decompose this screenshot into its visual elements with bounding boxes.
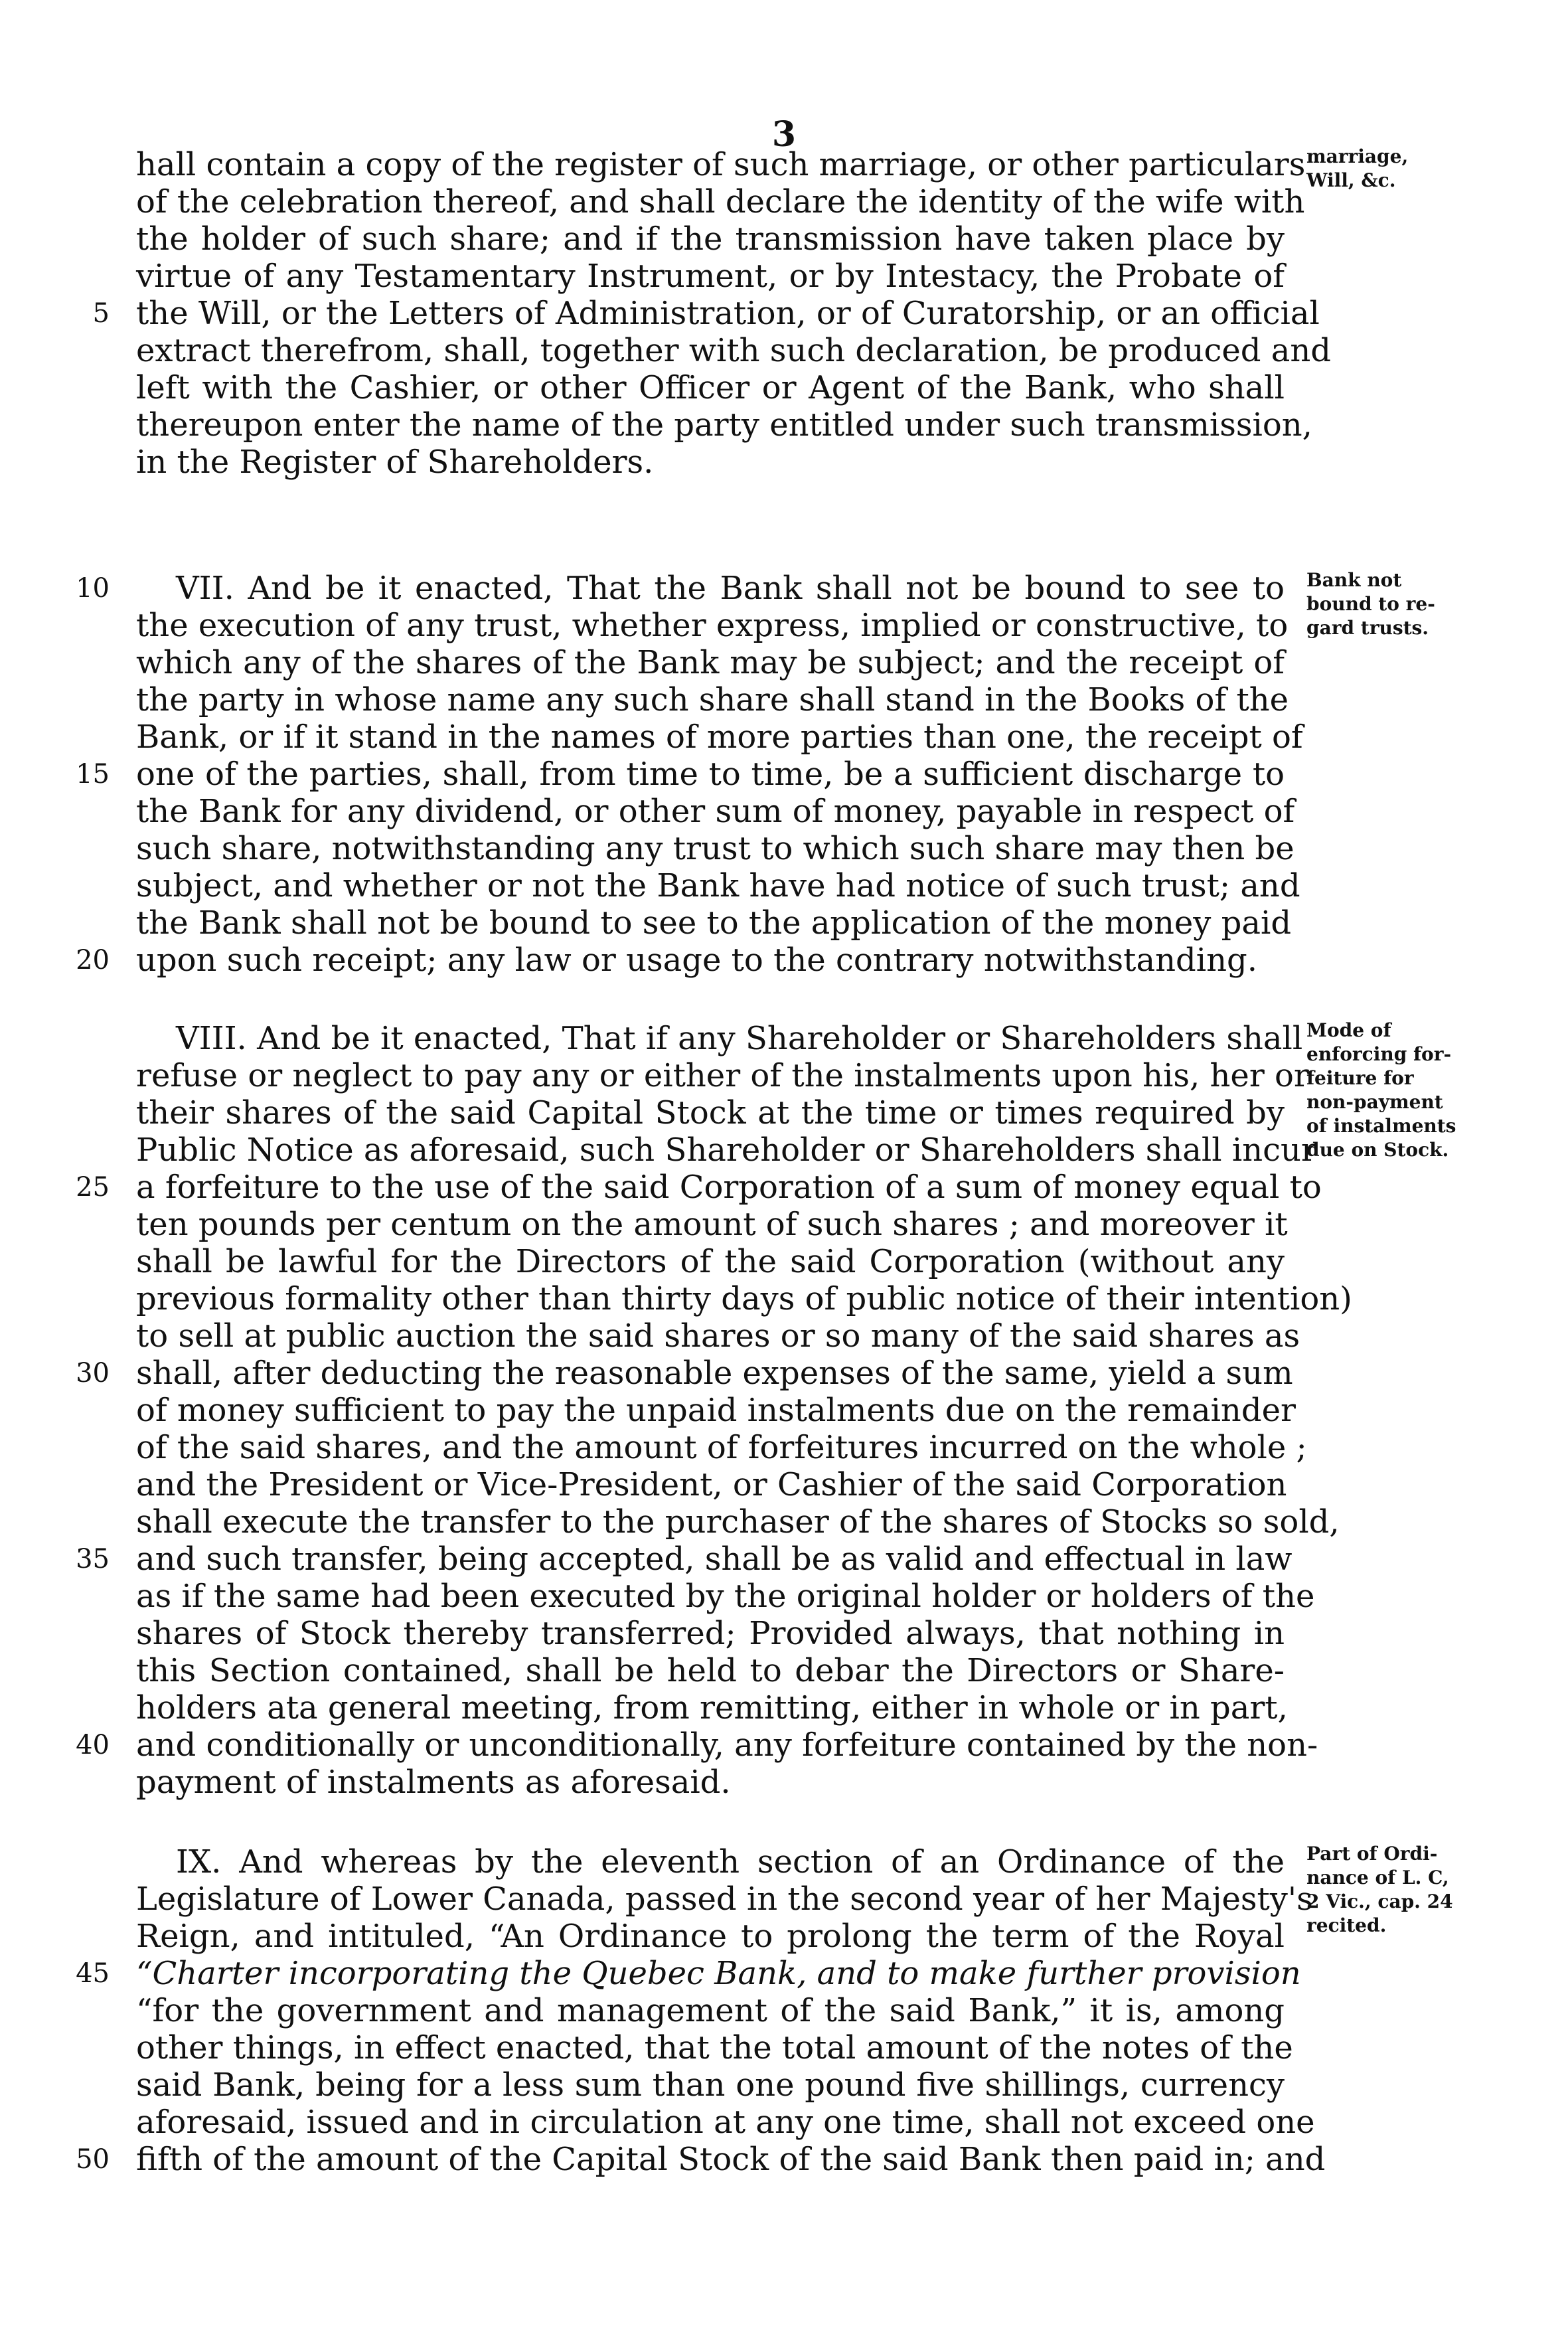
margin-note-line: marriage,	[1306, 145, 1409, 167]
body-line: of money sufficient to pay the unpaid instalments due on the remainder	[136, 1392, 1296, 1429]
body-line: one of the parties, shall, from time to time, be a sufficient discharge to	[136, 756, 1285, 793]
line-number: 35	[76, 1544, 110, 1574]
body-line: as if the same had been executed by the original holder or holders of the	[136, 1578, 1315, 1615]
body-line: which any of the shares of the Bank may be subject; and the receipt of	[136, 644, 1285, 681]
body-line: Public Notice as aforesaid, such Shareholder or Shareholders shall incur	[136, 1132, 1316, 1169]
margin-note-line: nance of L. C,	[1306, 1867, 1449, 1888]
body-line: the Bank shall not be bound to see to the application of the money paid	[136, 904, 1292, 942]
body-line: virtue of any Testamentary Instrument, or by Intestacy, the Probate of	[136, 258, 1285, 295]
body-line: to sell at public auction the said shares or so many of the said shares as	[136, 1317, 1300, 1355]
body-line: and the President or Vice-President, or Cashier of the said Corporation	[136, 1466, 1287, 1503]
body-line: fifth of the amount of the Capital Stock of the said Bank then paid in; and	[136, 2141, 1326, 2178]
margin-note-line: Bank not	[1306, 569, 1402, 591]
body-line: the execution of any trust, whether express, implied or constructive, to	[136, 607, 1289, 644]
body-line: shall be lawful for the Directors of the said Corporation (without any	[136, 1243, 1285, 1280]
body-line: VIII. And be it enacted, That if any Shareholder or Shareholders shall	[176, 1020, 1303, 1057]
body-line: left with the Cashier, or other Officer or Agent of the Bank, who shall	[136, 369, 1285, 406]
margin-note-line: due on Stock.	[1306, 1139, 1449, 1161]
body-line: payment of instalments as aforesaid.	[136, 1764, 731, 1801]
body-line: Bank, or if it stand in the names of more parties than one, the receipt of	[136, 718, 1303, 756]
line-number: 50	[76, 2144, 110, 2175]
line-number: 20	[76, 945, 110, 975]
line-number: 45	[76, 1958, 110, 1989]
body-line: the Will, or the Letters of Administration, or of Curatorship, or an official	[136, 295, 1320, 332]
body-line: such share, notwithstanding any trust to which such share may then be	[136, 830, 1294, 867]
margin-note-line: recited.	[1306, 1914, 1387, 1936]
margin-note-line: enforcing for-	[1306, 1043, 1452, 1065]
body-line: the holder of such share; and if the transmission have taken place by	[136, 220, 1285, 258]
margin-note-line: Mode of	[1306, 1019, 1391, 1041]
body-line: upon such receipt; any law or usage to the contrary notwithstanding.	[136, 942, 1257, 979]
body-line: Reign, and intituled, “An Ordinance to prolong the term of the Royal	[136, 1918, 1285, 1955]
margin-note-ordinance	[1306, 1842, 1535, 1938]
body-line: of the celebration thereof, and shall declare the identity of the wife with	[136, 183, 1305, 220]
margin-note-line: bound to re-	[1306, 593, 1435, 615]
body-line: said Bank, being for a less sum than one pound five shillings, currency	[136, 2066, 1285, 2104]
margin-note-line: Part of Ordi-	[1306, 1843, 1438, 1865]
body-line: thereupon enter the name of the party entitled under such transmission,	[136, 406, 1312, 444]
body-line: shall execute the transfer to the purchaser of the shares of Stocks so sold,	[136, 1503, 1340, 1541]
line-number: 40	[76, 1730, 110, 1760]
body-line: in the Register of Shareholders.	[136, 444, 654, 481]
body-line: Legislature of Lower Canada, passed in the second year of her Majesty's	[136, 1881, 1313, 1918]
margin-note-line: Will, &c.	[1306, 169, 1396, 191]
body-line: previous formality other than thirty days of public notice of their intention)	[136, 1280, 1352, 1317]
line-number: 10	[76, 573, 110, 604]
body-line: a forfeiture to the use of the said Corporation of a sum of money equal to	[136, 1169, 1322, 1206]
body-line: and such transfer, being accepted, shall be as valid and effectual in law	[136, 1541, 1293, 1578]
body-line: this Section contained, shall be held to debar the Directors or Share-	[136, 1652, 1285, 1689]
margin-note-line: 2 Vic., cap. 24	[1306, 1890, 1453, 1912]
margin-note-line: feiture for	[1306, 1067, 1414, 1089]
body-line: holders ata general meeting, from remitting, either in whole or in part,	[136, 1689, 1288, 1726]
body-line: and conditionally or unconditionally, any forfeiture contained by the non-	[136, 1726, 1318, 1764]
body-line: their shares of the said Capital Stock at the time or times required by	[136, 1094, 1285, 1132]
body-line: VII. And be it enacted, That the Bank shall not be bound to see to	[176, 570, 1285, 607]
body-line: “Charter incorporating the Quebec Bank, and to make further provision	[136, 1955, 1301, 1992]
body-line: other things, in effect enacted, that the total amount of the notes of the	[136, 2029, 1293, 2066]
margin-note-marriage	[1306, 145, 1535, 193]
line-number: 15	[76, 759, 110, 790]
line-number: 25	[76, 1172, 110, 1203]
margin-note-bank-trusts	[1306, 568, 1535, 640]
body-line: the party in whose name any such share shall stand in the Books of the	[136, 681, 1289, 718]
body-line: refuse or neglect to pay any or either of the instalments upon his, her or	[136, 1057, 1309, 1094]
body-line: shares of Stock thereby transferred; Provided always, that nothing in	[136, 1615, 1285, 1652]
margin-note-line: of instalments	[1306, 1115, 1456, 1137]
body-line: aforesaid, issued and in circulation at any one time, shall not exceed one	[136, 2104, 1315, 2141]
body-line: hall contain a copy of the register of such marriage, or other particulars	[136, 146, 1306, 183]
body-line: of the said shares, and the amount of forfeitures incurred on the whole ;	[136, 1429, 1307, 1466]
body-line: IX. And whereas by the eleventh section of an Ordinance of the	[176, 1843, 1285, 1881]
body-line: “for the government and management of the said Bank,” it is, among	[136, 1992, 1285, 2029]
line-number: 5	[92, 298, 110, 329]
margin-note-forfeiture	[1306, 1019, 1535, 1162]
body-line: extract therefrom, shall, together with such declaration, be produced and	[136, 332, 1332, 369]
body-line: subject, and whether or not the Bank have had notice of such trust; and	[136, 867, 1300, 904]
page-number: 3	[771, 114, 797, 155]
margin-note-line: gard trusts.	[1306, 617, 1429, 639]
body-line: ten pounds per centum on the amount of such shares ; and moreover it	[136, 1206, 1288, 1243]
line-number: 30	[76, 1358, 110, 1388]
body-line: shall, after deducting the reasonable expenses of the same, yield a sum	[136, 1355, 1293, 1392]
body-line: the Bank for any dividend, or other sum of money, payable in respect of	[136, 793, 1295, 830]
margin-note-line: non-payment	[1306, 1091, 1443, 1113]
